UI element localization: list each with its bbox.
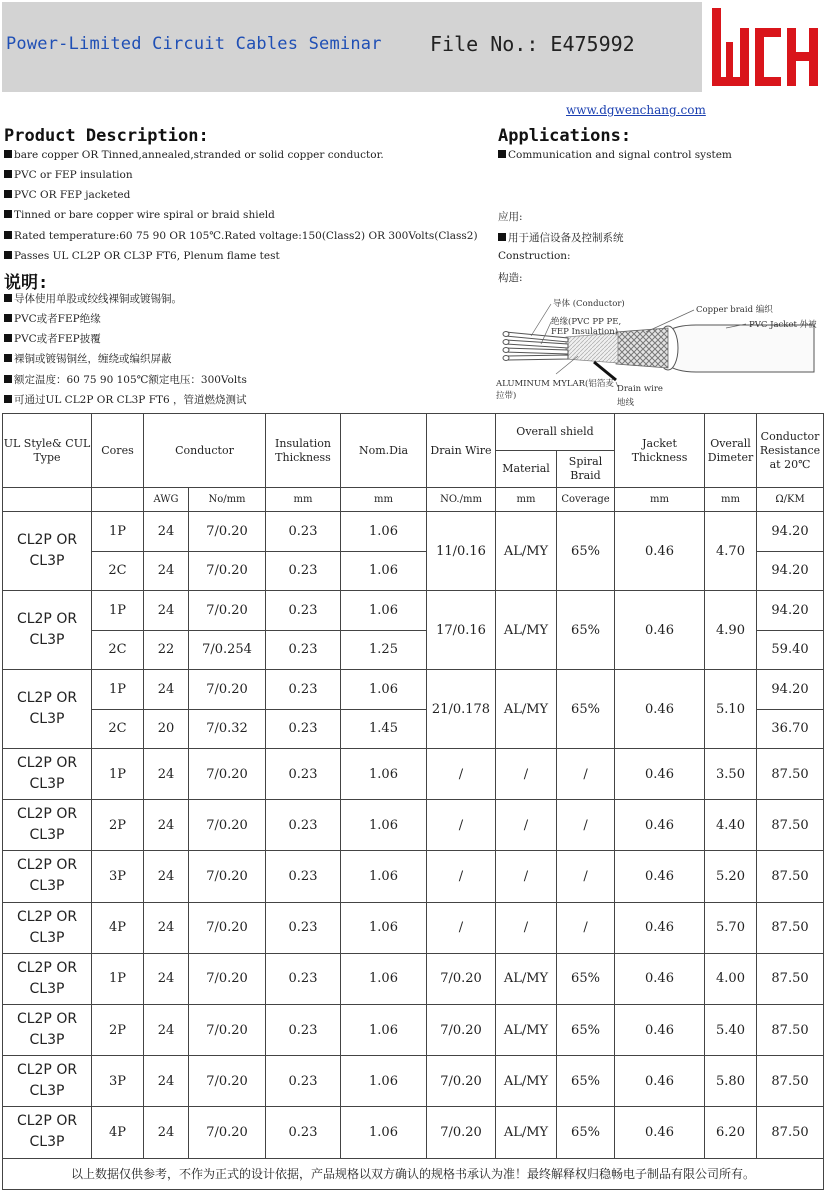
unit-awg: AWG <box>144 488 189 512</box>
cell-conductor: 7/0.20 <box>189 953 266 1004</box>
cell-material: AL/MY <box>496 512 557 591</box>
description-cn-item: 额定温度：60 75 90 105℃额定电压：300Volts <box>4 372 247 387</box>
cell-jacket: 0.46 <box>615 1056 705 1107</box>
cell-insulation: 0.23 <box>266 512 341 552</box>
description-item: PVC or FEP insulation <box>4 169 133 181</box>
description-cn-item: PVC或者FEP披覆 <box>4 331 101 346</box>
cell-coverage: / <box>557 749 615 800</box>
cell-insulation: 0.23 <box>266 670 341 710</box>
cell-insulation: 0.23 <box>266 709 341 749</box>
cell-resistance: 94.20 <box>757 512 824 552</box>
cell-resistance: 87.50 <box>757 800 824 851</box>
cell-resistance: 87.50 <box>757 749 824 800</box>
cell-cores: 2C <box>92 630 144 670</box>
cell-awg: 24 <box>144 953 189 1004</box>
description-item: Rated temperature:60 75 90 OR 105℃.Rated voltage:150(Class2) OR 300Volts(Class2) <box>4 230 478 242</box>
header-cores: Cores <box>92 414 144 488</box>
cell-resistance: 87.50 <box>757 902 824 953</box>
cell-type: CL2P OR CL3P <box>3 902 92 953</box>
cell-resistance: 87.50 <box>757 1004 824 1055</box>
cell-cores: 1P <box>92 953 144 1004</box>
cell-type: CL2P OR CL3P <box>3 1056 92 1107</box>
cell-insulation: 0.23 <box>266 1107 341 1158</box>
cell-resistance: 94.20 <box>757 591 824 631</box>
label-jacket: PVC Jacket 外被 <box>749 320 817 330</box>
table-row <box>3 591 824 631</box>
cell-material: AL/MY <box>496 953 557 1004</box>
label-insulation: 绝缘(PVC PP PE, <box>551 317 622 327</box>
construction-cn-heading: 构造: <box>498 272 523 284</box>
cell-nom-dia: 1.06 <box>341 1056 427 1107</box>
cell-nom-dia: 1.06 <box>341 591 427 631</box>
cell-insulation: 0.23 <box>266 800 341 851</box>
cell-conductor: 7/0.20 <box>189 902 266 953</box>
cell-overall-dia: 5.80 <box>705 1056 757 1107</box>
cell-jacket: 0.46 <box>615 1004 705 1055</box>
cell-type: CL2P OR CL3P <box>3 800 92 851</box>
applications-cn-item: 用于通信设备及控制系统 <box>498 230 624 245</box>
cable-construction-diagram <box>496 292 821 410</box>
unit-drain: NO./mm <box>427 488 496 512</box>
header-material: Material <box>496 451 557 488</box>
cell-type: CL2P OR CL3P <box>3 851 92 902</box>
cell-cores: 3P <box>92 1056 144 1107</box>
table-row <box>3 902 824 953</box>
cell-awg: 20 <box>144 709 189 749</box>
label-drain-wire: Drain wire <box>617 384 663 394</box>
cell-nom-dia: 1.06 <box>341 1107 427 1158</box>
cell-nom-dia: 1.06 <box>341 512 427 552</box>
cell-awg: 24 <box>144 800 189 851</box>
cell-conductor: 7/0.20 <box>189 1107 266 1158</box>
header-type: UL Style& CUL Type <box>3 414 92 488</box>
cell-awg: 24 <box>144 670 189 710</box>
cell-overall-dia: 4.00 <box>705 953 757 1004</box>
applications-item: Communication and signal control system <box>498 149 732 161</box>
cell-conductor: 7/0.254 <box>189 630 266 670</box>
cell-type: CL2P OR CL3P <box>3 749 92 800</box>
cell-material: AL/MY <box>496 670 557 749</box>
table-row <box>3 1004 824 1055</box>
cell-jacket: 0.46 <box>615 591 705 670</box>
cell-coverage: 65% <box>557 1107 615 1158</box>
header-nom-dia: Nom.Dia <box>341 414 427 488</box>
cell-conductor: 7/0.32 <box>189 709 266 749</box>
cell-resistance: 36.70 <box>757 709 824 749</box>
file-number: File No.: E475992 <box>430 32 635 56</box>
unit-no-mm: No/mm <box>189 488 266 512</box>
unit-jacket: mm <box>615 488 705 512</box>
cell-cores: 2C <box>92 551 144 591</box>
cell-jacket: 0.46 <box>615 1107 705 1158</box>
cell-insulation: 0.23 <box>266 749 341 800</box>
description-cn-heading: 说明: <box>4 273 49 293</box>
cell-conductor: 7/0.20 <box>189 851 266 902</box>
cell-conductor: 7/0.20 <box>189 1056 266 1107</box>
unit-coverage: Coverage <box>557 488 615 512</box>
header-overall-dia: Overall Dimeter <box>705 414 757 488</box>
cell-awg: 24 <box>144 1056 189 1107</box>
cell-material: / <box>496 851 557 902</box>
header-resistance: Conductor Resistance at 20℃ <box>757 414 824 488</box>
header-conductor: Conductor <box>144 414 266 488</box>
cell-drain: / <box>427 749 496 800</box>
cell-nom-dia: 1.06 <box>341 800 427 851</box>
description-cn-item: PVC或者FEP绝缘 <box>4 311 101 326</box>
label-drain-wire-cn: 地线 <box>617 398 635 408</box>
cell-overall-dia: 5.40 <box>705 1004 757 1055</box>
cell-cores: 1P <box>92 591 144 631</box>
cell-jacket: 0.46 <box>615 953 705 1004</box>
cell-jacket: 0.46 <box>615 670 705 749</box>
description-item: Tinned or bare copper wire spiral or braid shield <box>4 209 275 221</box>
cell-overall-dia: 3.50 <box>705 749 757 800</box>
cell-conductor: 7/0.20 <box>189 512 266 552</box>
cell-overall-dia: 5.10 <box>705 670 757 749</box>
cell-insulation: 0.23 <box>266 902 341 953</box>
cell-resistance: 87.50 <box>757 1056 824 1107</box>
cell-coverage: 65% <box>557 1004 615 1055</box>
cell-material: AL/MY <box>496 1004 557 1055</box>
cell-coverage: / <box>557 902 615 953</box>
cell-cores: 1P <box>92 512 144 552</box>
description-item: PVC OR FEP jacketed <box>4 189 130 201</box>
cell-insulation: 0.23 <box>266 591 341 631</box>
cell-awg: 24 <box>144 551 189 591</box>
cell-drain: / <box>427 902 496 953</box>
cell-nom-dia: 1.06 <box>341 670 427 710</box>
cell-insulation: 0.23 <box>266 1004 341 1055</box>
cell-awg: 24 <box>144 749 189 800</box>
cell-material: / <box>496 749 557 800</box>
header-spiral: Spiral Braid <box>557 451 615 488</box>
cell-coverage: 65% <box>557 591 615 670</box>
cell-conductor: 7/0.20 <box>189 1004 266 1055</box>
cell-awg: 24 <box>144 512 189 552</box>
table-row <box>3 512 824 552</box>
header-overall-shield: Overall shield <box>496 414 615 451</box>
cell-drain: 21/0.178 <box>427 670 496 749</box>
cell-insulation: 0.23 <box>266 551 341 591</box>
cell-overall-dia: 5.70 <box>705 902 757 953</box>
unit-material: mm <box>496 488 557 512</box>
unit-res: Ω/KM <box>757 488 824 512</box>
cell-drain: 7/0.20 <box>427 1056 496 1107</box>
table-row <box>3 1056 824 1107</box>
applications-cn-heading: 应用: <box>498 211 523 223</box>
website-link[interactable]: www.dgwenchang.com <box>566 103 706 117</box>
cell-coverage: 65% <box>557 953 615 1004</box>
cell-jacket: 0.46 <box>615 512 705 591</box>
cell-resistance: 87.50 <box>757 1107 824 1158</box>
description-cn-item: 可通过UL CL2P OR CL3P FT6 ，管道燃烧测试 <box>4 392 247 407</box>
cell-resistance: 59.40 <box>757 630 824 670</box>
cell-coverage: 65% <box>557 1056 615 1107</box>
cell-conductor: 7/0.20 <box>189 551 266 591</box>
cell-overall-dia: 6.20 <box>705 1107 757 1158</box>
table-row <box>3 1107 824 1158</box>
cable-spec-table <box>2 413 824 1190</box>
cell-resistance: 94.20 <box>757 551 824 591</box>
cell-cores: 1P <box>92 749 144 800</box>
table-header-row <box>3 414 824 451</box>
cell-cores: 3P <box>92 851 144 902</box>
cell-nom-dia: 1.06 <box>341 851 427 902</box>
unit-dia: mm <box>341 488 427 512</box>
header-drain: Drain Wire <box>427 414 496 488</box>
label-braid: Copper braid 编织 <box>696 305 773 315</box>
table-row <box>3 953 824 1004</box>
cell-material: AL/MY <box>496 1056 557 1107</box>
cell-nom-dia: 1.06 <box>341 902 427 953</box>
cell-overall-dia: 4.40 <box>705 800 757 851</box>
cell-nom-dia: 1.06 <box>341 953 427 1004</box>
applications-heading: Applications: <box>498 126 632 146</box>
cell-resistance: 87.50 <box>757 953 824 1004</box>
cell-overall-dia: 4.90 <box>705 591 757 670</box>
description-cn-item: 导体使用单股或绞线裸铜或镀锡铜。 <box>4 291 182 306</box>
cell-drain: / <box>427 800 496 851</box>
cell-resistance: 87.50 <box>757 851 824 902</box>
cell-insulation: 0.23 <box>266 851 341 902</box>
cell-type: CL2P OR CL3P <box>3 670 92 749</box>
cell-insulation: 0.23 <box>266 953 341 1004</box>
cell-awg: 22 <box>144 630 189 670</box>
cell-type: CL2P OR CL3P <box>3 512 92 591</box>
cell-cores: 2P <box>92 1004 144 1055</box>
cell-awg: 24 <box>144 1107 189 1158</box>
cell-material: / <box>496 800 557 851</box>
cell-conductor: 7/0.20 <box>189 800 266 851</box>
cell-nom-dia: 1.06 <box>341 551 427 591</box>
company-logo <box>706 2 823 92</box>
cell-nom-dia: 1.06 <box>341 749 427 800</box>
table-row <box>3 851 824 902</box>
label-mylar: ALUMINUM MYLAR(铝箔麦 <box>496 379 614 389</box>
cell-type: CL2P OR CL3P <box>3 953 92 1004</box>
label-insulation-2: FEP Insulation) <box>551 327 619 337</box>
cell-jacket: 0.46 <box>615 749 705 800</box>
cell-overall-dia: 4.70 <box>705 512 757 591</box>
description-item: bare copper OR Tinned,annealed,stranded or solid copper conductor. <box>4 149 384 161</box>
cell-drain: 11/0.16 <box>427 512 496 591</box>
banner-title: Power-Limited Circuit Cables Seminar <box>6 34 382 54</box>
cell-coverage: / <box>557 851 615 902</box>
unit-overall: mm <box>705 488 757 512</box>
cell-awg: 24 <box>144 591 189 631</box>
construction-heading: Construction: <box>498 250 571 262</box>
cell-overall-dia: 5.20 <box>705 851 757 902</box>
cell-conductor: 7/0.20 <box>189 591 266 631</box>
cell-jacket: 0.46 <box>615 851 705 902</box>
cell-cores: 1P <box>92 670 144 710</box>
cell-cores: 2C <box>92 709 144 749</box>
header-jacket: Jacket Thickness <box>615 414 705 488</box>
cell-conductor: 7/0.20 <box>189 749 266 800</box>
cell-awg: 24 <box>144 851 189 902</box>
cell-drain: 7/0.20 <box>427 953 496 1004</box>
unit-empty <box>92 488 144 512</box>
cell-type: CL2P OR CL3P <box>3 1107 92 1158</box>
description-cn-item: 裸铜或镀锡铜丝，缠绕或编织屏蔽 <box>4 351 172 366</box>
cell-drain: 7/0.20 <box>427 1004 496 1055</box>
cell-material: AL/MY <box>496 591 557 670</box>
product-description-heading: Product Description: <box>4 126 209 146</box>
cell-drain: 7/0.20 <box>427 1107 496 1158</box>
footer-disclaimer: 以上数据仅供参考，不作为正式的设计依据，产品规格以双方确认的规格书承认为准！最终解释权归稳畅电子制品有限公司所有。 <box>3 1158 824 1189</box>
cell-insulation: 0.23 <box>266 630 341 670</box>
cell-cores: 2P <box>92 800 144 851</box>
cell-cores: 4P <box>92 1107 144 1158</box>
cell-material: / <box>496 902 557 953</box>
cell-drain: 17/0.16 <box>427 591 496 670</box>
table-footer-row <box>3 1158 824 1189</box>
cell-awg: 24 <box>144 1004 189 1055</box>
cell-resistance: 94.20 <box>757 670 824 710</box>
cell-nom-dia: 1.06 <box>341 1004 427 1055</box>
label-conductor: 导体 (Conductor) <box>553 299 625 309</box>
cell-coverage: / <box>557 800 615 851</box>
cell-material: AL/MY <box>496 1107 557 1158</box>
table-row <box>3 800 824 851</box>
cell-nom-dia: 1.45 <box>341 709 427 749</box>
cell-awg: 24 <box>144 902 189 953</box>
header-banner <box>2 2 702 92</box>
unit-ins: mm <box>266 488 341 512</box>
label-mylar-2: 拉带) <box>496 391 517 401</box>
cell-coverage: 65% <box>557 670 615 749</box>
table-row <box>3 749 824 800</box>
unit-empty <box>3 488 92 512</box>
cell-type: CL2P OR CL3P <box>3 1004 92 1055</box>
description-item: Passes UL CL2P OR CL3P FT6, Plenum flame test <box>4 250 280 262</box>
cell-insulation: 0.23 <box>266 1056 341 1107</box>
cell-coverage: 65% <box>557 512 615 591</box>
cell-nom-dia: 1.25 <box>341 630 427 670</box>
cell-jacket: 0.46 <box>615 800 705 851</box>
cell-type: CL2P OR CL3P <box>3 591 92 670</box>
table-row <box>3 670 824 710</box>
header-insulation: Insulation Thickness <box>266 414 341 488</box>
cell-drain: / <box>427 851 496 902</box>
table-units-row <box>3 488 824 512</box>
cell-jacket: 0.46 <box>615 902 705 953</box>
cell-conductor: 7/0.20 <box>189 670 266 710</box>
cell-cores: 4P <box>92 902 144 953</box>
